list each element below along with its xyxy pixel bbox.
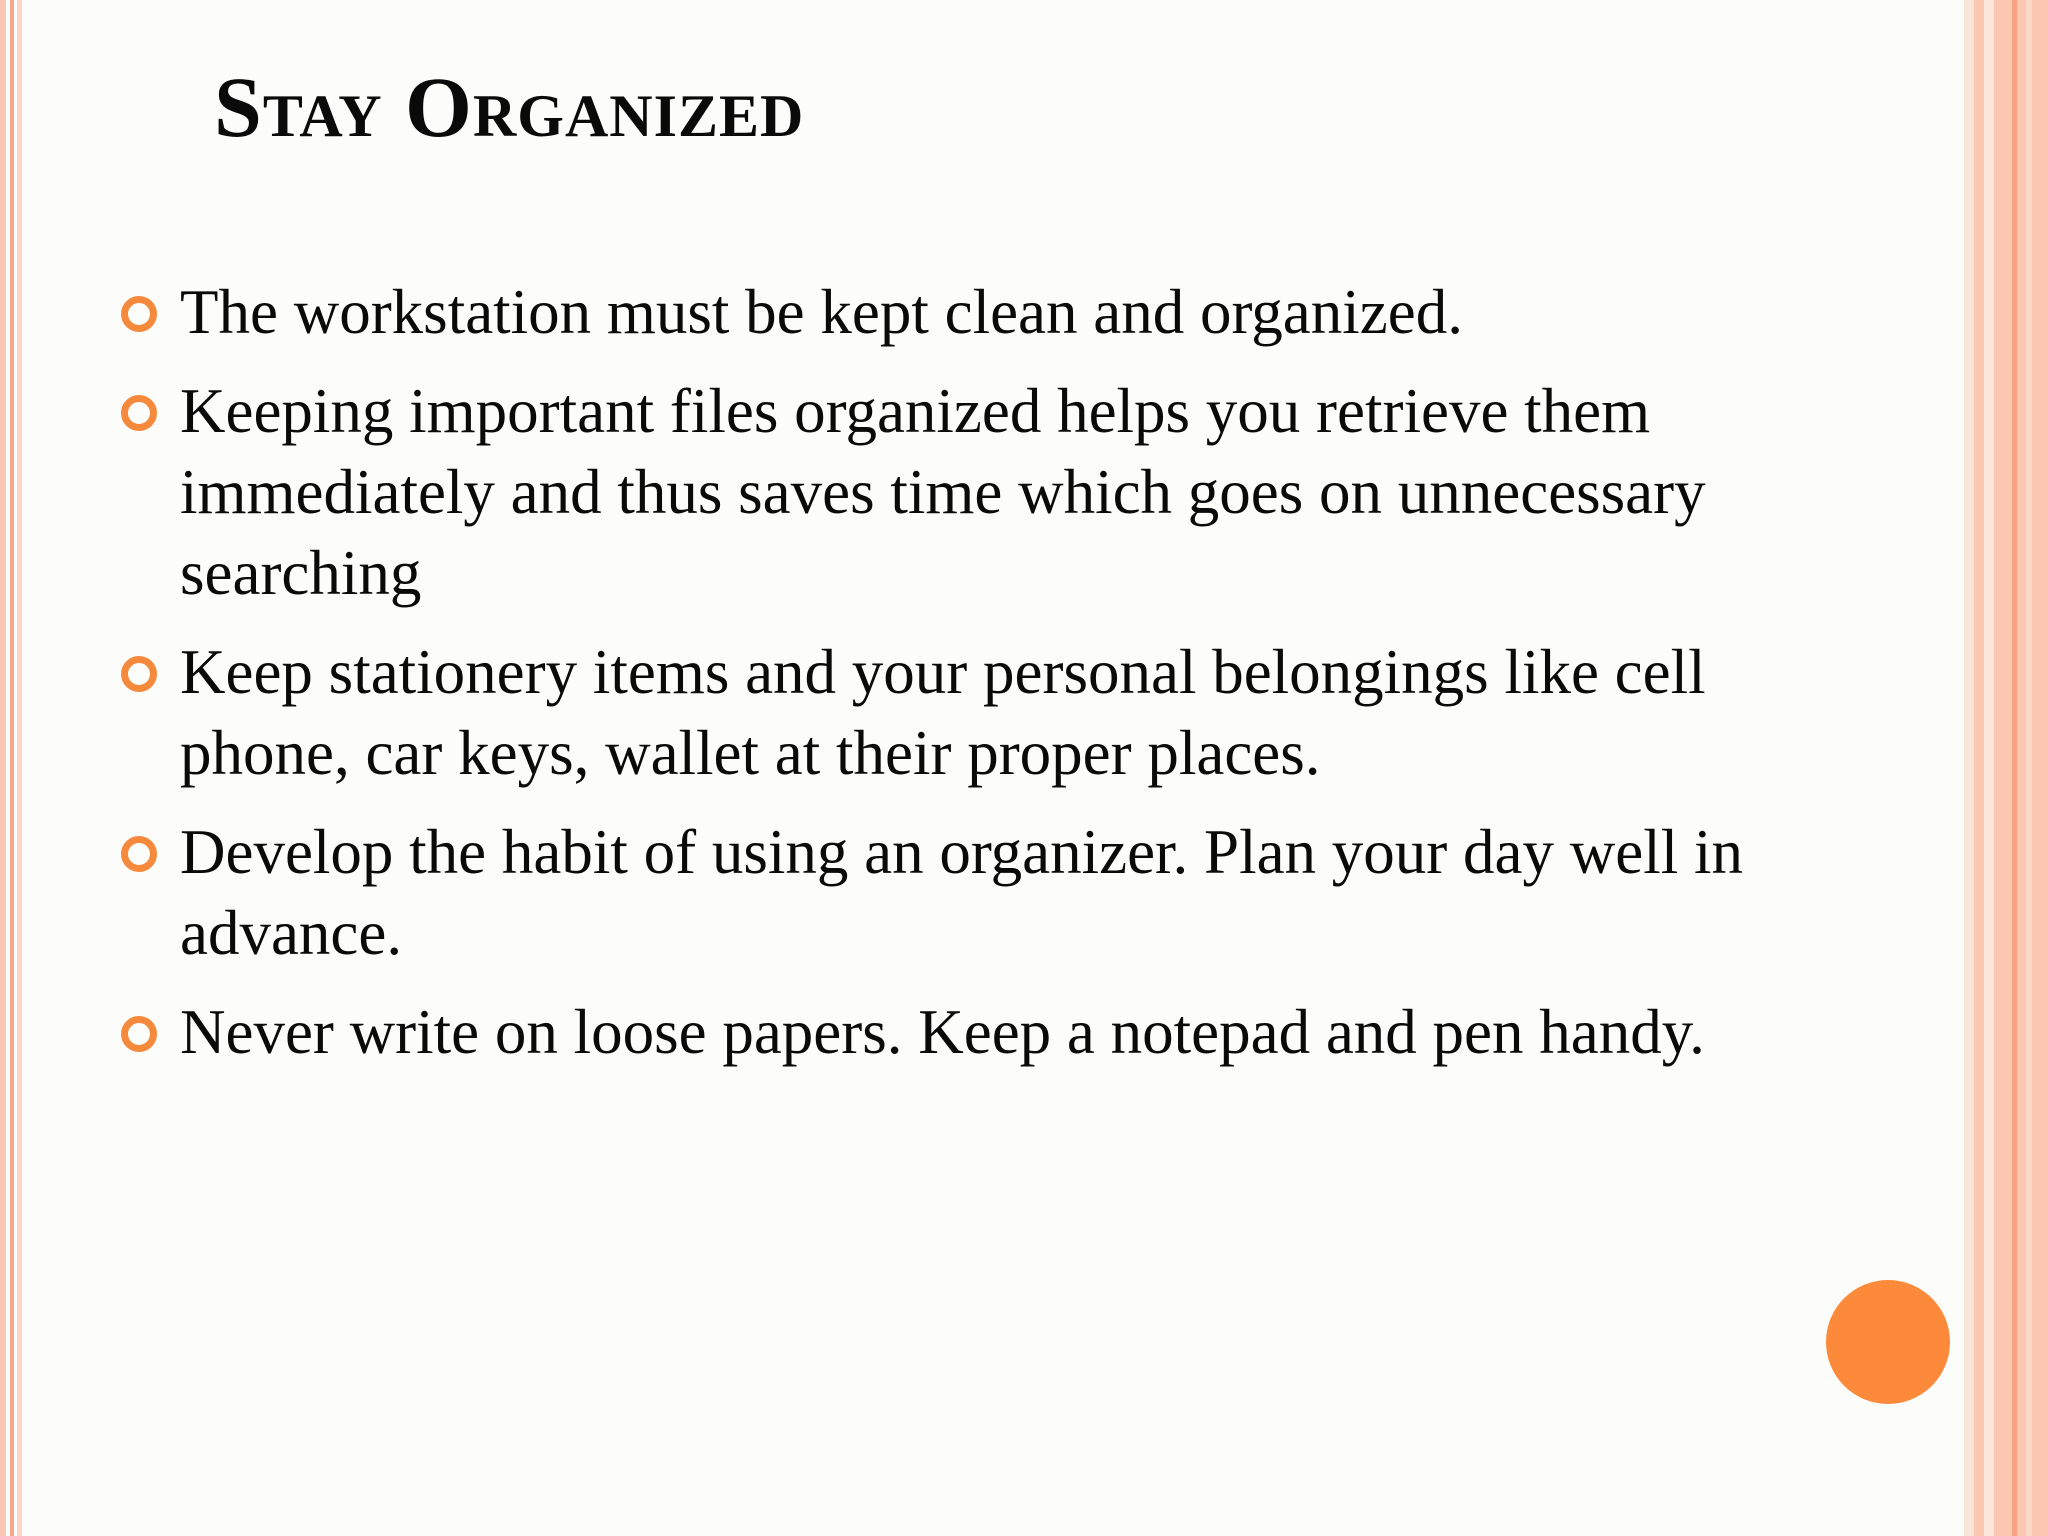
slide-title: Stay Organized bbox=[214, 59, 805, 155]
ring-bullet-icon bbox=[121, 836, 157, 872]
bullet-list bbox=[120, 272, 1760, 1091]
bullet-item bbox=[120, 992, 1760, 1073]
ring-bullet-icon bbox=[121, 296, 157, 332]
right-border-line bbox=[1984, 0, 1994, 1536]
left-border-stripe bbox=[0, 0, 6, 1536]
ring-bullet-icon bbox=[121, 1016, 157, 1052]
bullet-text: Keep stationery items and your personal belongings like cell phone, car keys, wallet at their proper places. bbox=[180, 637, 1706, 788]
left-border-stripe bbox=[17, 0, 22, 1536]
bullet-item bbox=[120, 632, 1760, 794]
right-border-line bbox=[2012, 0, 2017, 1536]
right-border-line bbox=[2026, 0, 2032, 1536]
bullet-text: The workstation must be kept clean and organized. bbox=[180, 277, 1463, 347]
bullet-text: Never write on loose papers. Keep a notepad and pen handy. bbox=[180, 997, 1705, 1067]
bullet-item bbox=[120, 371, 1760, 614]
ring-bullet-icon bbox=[121, 656, 157, 692]
circle-decoration bbox=[1826, 1280, 1950, 1404]
bullet-text: Develop the habit of using an organizer. Plan your day well in advance. bbox=[180, 817, 1743, 968]
ring-bullet-icon bbox=[121, 395, 157, 431]
bullet-item bbox=[120, 272, 1760, 353]
bullet-text: Keeping important files organized helps you retrieve them immediately and thus saves time which goes on unnecessary searching bbox=[180, 376, 1706, 608]
left-border-stripe bbox=[10, 0, 14, 1536]
right-border-line bbox=[1964, 0, 1974, 1536]
bullet-item bbox=[120, 812, 1760, 974]
right-border-band bbox=[1964, 0, 2048, 1536]
